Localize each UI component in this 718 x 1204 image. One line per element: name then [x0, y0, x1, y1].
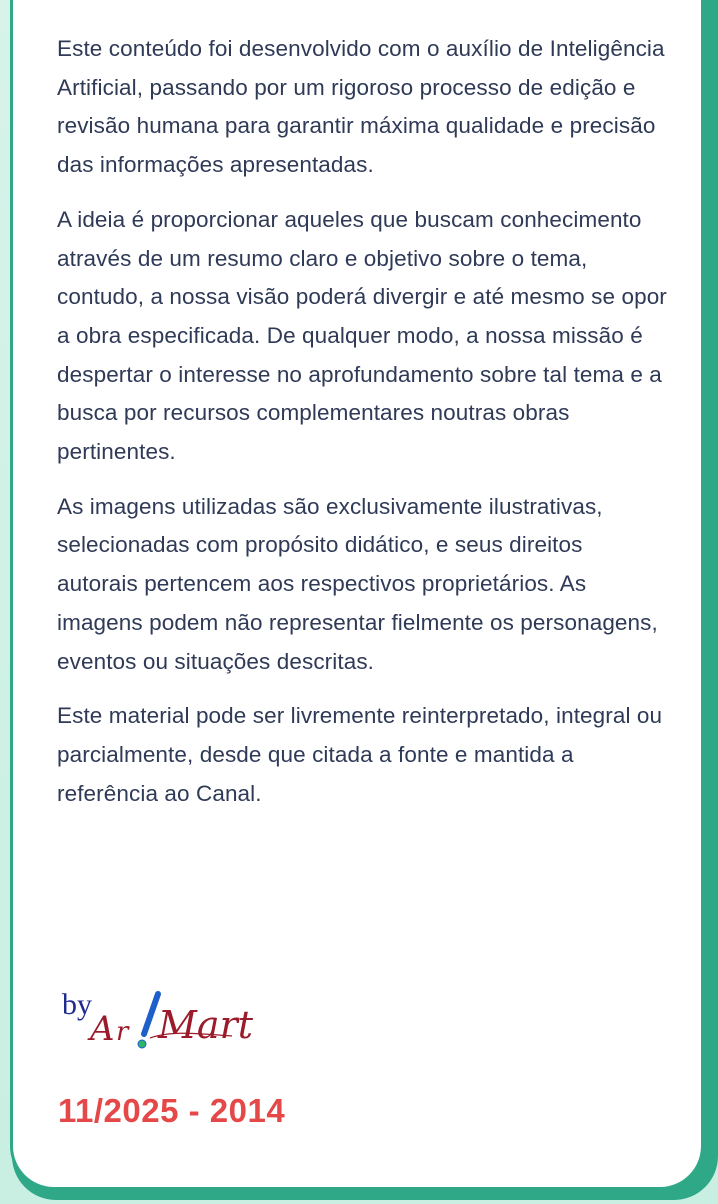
disclaimer-paragraph-3: As imagens utilizadas são exclusivamente ilustrativas, selecionadas com propósito didático, e seus direitos autorais pertencem aos respectivos proprietários. As imagens podem não representar fielmente os personagens, eventos ou situações descritas. — [57, 493, 658, 674]
disclaimer-paragraph-2: A ideia é proporcionar aqueles que buscam conhecimento através de um resumo claro e objetivo sobre o tema, contudo, a nossa visão poderá divergir e até mesmo se opor a obra especificada. De qualquer modo, a nossa missão é despertar o interesse no aprofundamento sobre tal tema e a busca por recursos complementares noutras obras pertinentes. — [57, 206, 667, 465]
svg-text:by: by — [62, 988, 92, 1021]
disclaimer-paragraph-4: Este material pode ser livremente reinterpretado, integral ou parcialmente, desde que citada a fonte e mantida a referência ao Canal. — [57, 703, 663, 806]
disclaimer-paragraph-1: Este conteúdo foi desenvolvido com o auxílio de Inteligência Artificial, passando por um rigoroso processo de edição e revisão humana para garantir máxima qualidade e precisão das informações apresentadas. — [57, 36, 665, 178]
svg-text:A: A — [90, 1009, 115, 1049]
date-range: 11/2025 - 2014 — [58, 1092, 286, 1129]
disclaimer-text — [57, 30, 667, 829]
artmart-signature-logo — [62, 978, 292, 1056]
svg-text:r: r — [116, 1017, 129, 1047]
svg-text:Mart: Mart — [158, 1003, 253, 1047]
